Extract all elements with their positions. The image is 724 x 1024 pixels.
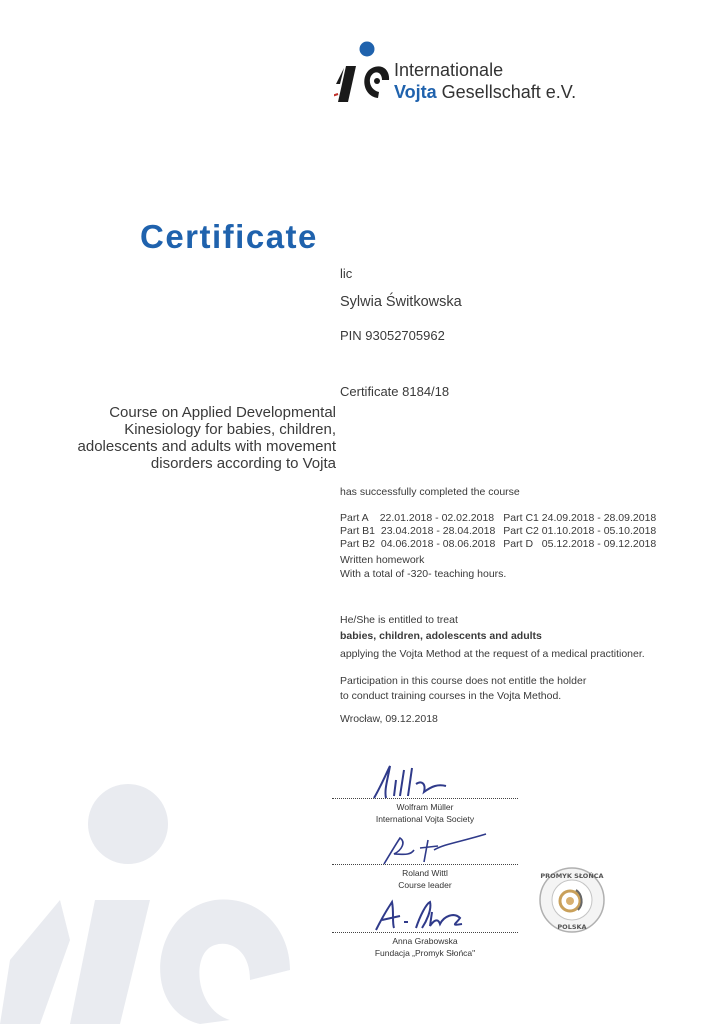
signature-line <box>332 798 518 799</box>
course-description: Course on Applied Developmental Kinesiology for babies, children, adolescents and adults with movement disorders according to Vojta <box>77 404 336 472</box>
vojta-logo-icon <box>334 40 390 110</box>
holder-pin: PIN 93052705962 <box>340 328 445 343</box>
course-part-right: Part C1 24.09.2018 - 28.09.2018 <box>503 512 657 524</box>
course-part-right: Part C2 01.10.2018 - 05.10.2018 <box>503 525 657 537</box>
signature-mueller <box>366 762 466 802</box>
signatory-role: International Vojta Society <box>375 814 475 824</box>
signatory-name: Anna Grabowska <box>392 936 458 946</box>
course-part-row <box>340 525 656 538</box>
disclaimer-line2: to conduct training courses in the Vojta Method. <box>340 690 562 702</box>
course-part-row <box>340 538 656 551</box>
teaching-hours: With a total of -320- teaching hours. <box>340 568 507 580</box>
holder-name: Sylwia Świtkowska <box>340 294 462 310</box>
course-part-left: Part B1 23.04.2018 - 28.04.2018 <box>340 525 496 537</box>
signature-wittl <box>380 832 490 868</box>
course-parts-table <box>340 512 656 551</box>
signatory-role: Fundacja „Promyk Słońca" <box>374 948 476 958</box>
honorific: lic <box>340 266 353 281</box>
entitlement-intro: He/She is entitled to treat <box>340 614 458 626</box>
signature-grabowska <box>370 898 470 934</box>
entitlement-condition: applying the Vojta Method at the request of a medical practitioner. <box>340 648 645 660</box>
course-part-row <box>340 512 656 525</box>
completion-statement: has successfully completed the course <box>340 486 520 498</box>
certificate-title: Certificate <box>140 218 318 255</box>
disclaimer-line1: Participation in this course does not entitle the holder <box>340 675 587 687</box>
course-part-left: Part A 22.01.2018 - 02.02.2018 <box>340 512 495 524</box>
course-part-right: Part D 05.12.2018 - 09.12.2018 <box>503 538 657 550</box>
homework-note: Written homework <box>340 554 425 566</box>
watermark-logo <box>0 780 300 1024</box>
entitlement-groups: babies, children, adolescents and adults <box>340 630 542 642</box>
stamp-top-text: PROMYK SŁOŃCA <box>540 872 604 880</box>
course-part-left: Part B2 04.06.2018 - 08.06.2018 <box>340 538 496 550</box>
organization-name-rest: Gesellschaft e.V. <box>436 82 577 102</box>
organization-brand: Vojta <box>394 82 437 102</box>
organization-name-line1: Internationale <box>394 60 504 80</box>
organization-logo <box>334 40 577 110</box>
promyk-slonca-stamp <box>538 866 606 934</box>
signatory-name: Wolfram Müller <box>396 802 454 812</box>
place-date: Wrocław, 09.12.2018 <box>340 713 438 725</box>
signatory-role: Course leader <box>398 880 452 890</box>
stamp-bottom-text: POLSKA <box>557 923 587 931</box>
signature-line <box>332 932 518 933</box>
signatory-name: Roland Wittl <box>402 868 448 878</box>
organization-name-line2 <box>394 82 576 103</box>
signature-line <box>332 864 518 865</box>
certificate-number: Certificate 8184/18 <box>340 384 450 399</box>
